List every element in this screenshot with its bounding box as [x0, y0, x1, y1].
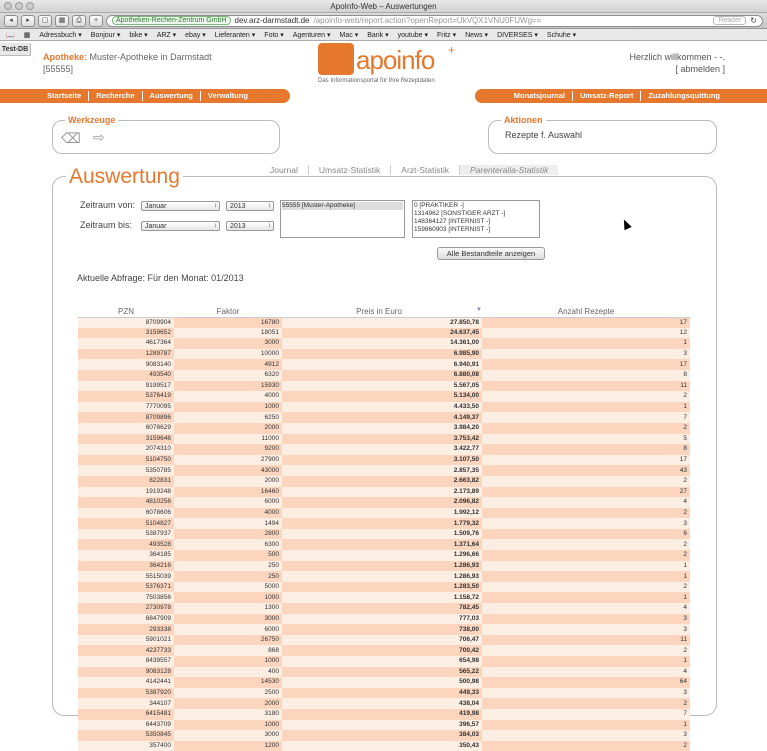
cell-pzn: 5104750 — [78, 455, 174, 466]
table-row[interactable] — [78, 338, 690, 349]
cell-faktor: 4000 — [174, 508, 282, 519]
cell-faktor: 1200 — [174, 741, 282, 751]
cell-pzn: 5104827 — [78, 518, 174, 529]
bookmark-item[interactable]: bike ▾ — [129, 31, 148, 39]
cell-pzn: 7770095 — [78, 402, 174, 413]
aktionen-title: Aktionen — [501, 115, 546, 125]
table-row[interactable] — [78, 582, 690, 593]
table-row[interactable] — [78, 614, 690, 625]
cell-pzn: 7503856 — [78, 592, 174, 603]
col-anzahl[interactable]: Anzahl Rezepte — [482, 306, 690, 317]
cell-faktor: 15930 — [174, 381, 282, 392]
cell-pzn: 493540 — [78, 370, 174, 381]
cell-anzahl: 17 — [482, 317, 690, 328]
cell-faktor: 9200 — [174, 444, 282, 455]
cell-anzahl: 2 — [482, 391, 690, 402]
cell-faktor: 3000 — [174, 730, 282, 741]
nav-verwaltung[interactable]: Verwaltung — [207, 91, 248, 100]
cell-faktor: 6300 — [174, 539, 282, 550]
zoom-window-icon[interactable] — [26, 2, 34, 10]
table-row[interactable] — [78, 720, 690, 731]
results-table — [78, 306, 690, 751]
table-row[interactable] — [78, 487, 690, 498]
cell-pzn: 5387937 — [78, 529, 174, 540]
browser-toolbar — [0, 13, 767, 29]
cell-pzn: 6443709 — [78, 720, 174, 731]
back-button[interactable]: ◂ — [4, 15, 18, 27]
cell-anzahl: 12 — [482, 328, 690, 339]
cell-anzahl: 2 — [482, 698, 690, 709]
cell-preis: 777,03 — [282, 614, 482, 625]
cell-faktor: 18051 — [174, 328, 282, 339]
cell-anzahl: 27 — [482, 487, 690, 498]
table-row[interactable] — [78, 444, 690, 455]
col-pzn[interactable]: PZN — [78, 306, 174, 317]
table-row[interactable] — [78, 603, 690, 614]
cell-preis: 565,22 — [282, 667, 482, 678]
cell-anzahl: 3 — [482, 349, 690, 360]
page-header — [0, 41, 767, 89]
bookmark-item[interactable]: ARZ ▾ — [156, 31, 177, 39]
zeitraum-bis-label: Zeitraum bis: — [80, 220, 133, 230]
bookmarks-grid-icon[interactable]: ▦ — [23, 31, 31, 39]
cell-anzahl: 11 — [482, 635, 690, 646]
cell-anzahl: 4 — [482, 667, 690, 678]
bookmark-item[interactable]: youtube ▾ — [397, 31, 429, 39]
table-row[interactable] — [78, 317, 690, 328]
bookmark-item[interactable]: Agenturen ▾ — [292, 31, 331, 39]
logo-plus: + — [448, 43, 456, 57]
cell-pzn: 4617364 — [78, 338, 174, 349]
cell-faktor: 2500 — [174, 688, 282, 699]
tab-arzt-statistik[interactable]: Arzt-Statistik — [390, 165, 459, 175]
window-titlebar — [0, 0, 767, 13]
cell-pzn: 2730978 — [78, 603, 174, 614]
address-bar[interactable] — [106, 15, 763, 27]
table-row[interactable] — [78, 656, 690, 667]
cell-preis: 706,47 — [282, 635, 482, 646]
zeitraum-von-label: Zeitraum von: — [80, 200, 136, 210]
page-title: Auswertung — [66, 165, 183, 189]
cell-faktor: 1000 — [174, 656, 282, 667]
table-row[interactable] — [78, 465, 690, 476]
table-row[interactable] — [78, 455, 690, 466]
cell-faktor: 4000 — [174, 391, 282, 402]
cell-preis: 738,00 — [282, 624, 482, 635]
cell-preis: 350,43 — [282, 741, 482, 751]
cell-pzn: 8709904 — [78, 317, 174, 328]
cell-preis: 14.361,00 — [282, 338, 482, 349]
table-row[interactable] — [78, 412, 690, 423]
arzt-listbox[interactable] — [412, 200, 540, 238]
apoinfo-logo[interactable] — [318, 43, 458, 87]
cell-pzn: 5376419 — [78, 391, 174, 402]
cell-faktor: 43000 — [174, 465, 282, 476]
print-icon[interactable]: ⎙ — [72, 15, 86, 27]
cell-preis: 24.637,45 — [282, 328, 482, 339]
table-row[interactable] — [78, 709, 690, 720]
cell-faktor: 6000 — [174, 497, 282, 508]
cell-anzahl: 3 — [482, 518, 690, 529]
cell-pzn: 6847909 — [78, 614, 174, 625]
nav-auswertung[interactable]: Auswertung — [143, 91, 201, 101]
bookmark-item[interactable]: News ▾ — [465, 31, 489, 39]
logo-text: apoinfo — [356, 45, 435, 75]
cell-pzn: 6078629 — [78, 423, 174, 434]
table-row[interactable] — [78, 635, 690, 646]
table-row[interactable] — [78, 624, 690, 635]
bookmark-item[interactable]: Adressbuch ▾ — [39, 31, 82, 39]
nav-startseite[interactable]: Startseite — [40, 91, 89, 101]
cell-faktor: 250 — [174, 561, 282, 572]
cell-pzn: 493528 — [78, 539, 174, 550]
reader-button[interactable]: Reader — [713, 16, 746, 25]
cell-anzahl: 2 — [482, 476, 690, 487]
cell-faktor: 500 — [174, 550, 282, 561]
cell-faktor: 400 — [174, 667, 282, 678]
bookmarks-book-icon[interactable]: 📖 — [6, 31, 15, 39]
cell-anzahl: 6 — [482, 529, 690, 540]
cell-preis: 782,45 — [282, 603, 482, 614]
table-row[interactable] — [78, 688, 690, 699]
cell-pzn: 4142441 — [78, 677, 174, 688]
cell-anzahl: 17 — [482, 455, 690, 466]
cell-preis: 3.422,77 — [282, 444, 482, 455]
cell-pzn: 293338 — [78, 624, 174, 635]
nav-recherche[interactable]: Recherche — [89, 91, 142, 101]
cell-faktor: 868 — [174, 645, 282, 656]
werkzeuge-panel — [52, 115, 280, 154]
cell-faktor: 2000 — [174, 476, 282, 487]
cell-anzahl: 2 — [482, 508, 690, 519]
cell-preis: 1.779,32 — [282, 518, 482, 529]
cell-anzahl: 2 — [482, 645, 690, 656]
bookmark-item[interactable]: ebay ▾ — [185, 31, 206, 39]
apotheke-listbox[interactable] — [280, 200, 405, 238]
table-row[interactable] — [78, 645, 690, 656]
logo-box-icon — [318, 43, 354, 75]
cell-anzahl: 3 — [482, 614, 690, 625]
cell-pzn: 4237733 — [78, 645, 174, 656]
bookmark-item[interactable]: Bank ▾ — [367, 31, 389, 39]
cell-faktor: 26750 — [174, 635, 282, 646]
logout-link[interactable]: [ abmelden ] — [675, 64, 725, 74]
bookmark-item[interactable]: Mac ▾ — [339, 31, 359, 39]
table-row[interactable] — [78, 529, 690, 540]
arzt-option[interactable]: 159860903 [INTERNIST -] — [414, 226, 491, 233]
cell-preis: 1.509,76 — [282, 529, 482, 540]
certificate-badge[interactable]: Apotheken-Rechen-Zentrum GmbH — [112, 16, 231, 25]
cell-preis: 27.850,78 — [282, 317, 482, 328]
cell-preis: 5.134,00 — [282, 391, 482, 402]
cell-faktor: 4912 — [174, 359, 282, 370]
cell-anzahl: 43 — [482, 465, 690, 476]
current-query: Aktuelle Abfrage: Für den Monat: 01/2013 — [77, 273, 244, 283]
cell-anzahl: 7 — [482, 709, 690, 720]
cell-preis: 1.992,12 — [282, 508, 482, 519]
cell-preis: 6.940,91 — [282, 359, 482, 370]
cell-preis: 3.753,42 — [282, 434, 482, 445]
cell-anzahl: 4 — [482, 497, 690, 508]
cell-anzahl: 1 — [482, 720, 690, 731]
cell-faktor: 10000 — [174, 349, 282, 360]
cell-anzahl: 1 — [482, 402, 690, 413]
cell-preis: 1.286,93 — [282, 571, 482, 582]
cell-pzn: 5387920 — [78, 688, 174, 699]
cell-pzn: 364216 — [78, 561, 174, 572]
cell-anzahl: 2 — [482, 741, 690, 751]
cell-pzn: 1919248 — [78, 487, 174, 498]
nav-zuzahlungsquittung[interactable]: Zuzahlungsquittung — [648, 91, 720, 100]
reload-icon[interactable]: ↻ — [750, 16, 757, 25]
bookmark-item[interactable]: Foto ▾ — [264, 31, 284, 39]
cell-pzn: 344107 — [78, 698, 174, 709]
cell-faktor: 2000 — [174, 698, 282, 709]
cell-preis: 2.857,35 — [282, 465, 482, 476]
table-row[interactable] — [78, 434, 690, 445]
cell-pzn: 3159652 — [78, 328, 174, 339]
cell-preis: 4.149,37 — [282, 412, 482, 423]
cell-faktor: 11000 — [174, 434, 282, 445]
cell-faktor: 6000 — [174, 624, 282, 635]
table-row[interactable] — [78, 518, 690, 529]
minimize-window-icon[interactable] — [15, 2, 23, 10]
cell-anzahl: 5 — [482, 434, 690, 445]
cell-pzn: 6415481 — [78, 709, 174, 720]
cell-pzn: 2074310 — [78, 444, 174, 455]
cell-anzahl: 8 — [482, 370, 690, 381]
col-faktor[interactable]: Faktor — [174, 306, 282, 317]
cell-anzahl: 1 — [482, 561, 690, 572]
bis-year-select[interactable]: 2013 ↕ — [226, 221, 274, 231]
cell-anzahl: 3 — [482, 730, 690, 741]
table-row[interactable] — [78, 741, 690, 751]
cell-pzn: 822831 — [78, 476, 174, 487]
cell-pzn: 9199517 — [78, 381, 174, 392]
cell-faktor: 2000 — [174, 423, 282, 434]
cell-preis: 6.880,08 — [282, 370, 482, 381]
table-row[interactable] — [78, 328, 690, 339]
werkzeuge-title: Werkzeuge — [65, 115, 118, 125]
table-row[interactable] — [78, 667, 690, 678]
nav-umsatz-report[interactable]: Umsatz-Report — [573, 91, 641, 101]
cell-pzn: 6078606 — [78, 508, 174, 519]
table-row[interactable] — [78, 571, 690, 582]
cell-pzn: 364185 — [78, 550, 174, 561]
bis-month-select[interactable]: Januar ↕ — [141, 221, 220, 231]
test-db-badge: Test-DB — [0, 43, 31, 56]
table-row[interactable] — [78, 359, 690, 370]
cell-preis: 6.985,90 — [282, 349, 482, 360]
bookmark-item[interactable]: Fritz ▾ — [437, 31, 457, 39]
cell-anzahl: 2 — [482, 550, 690, 561]
bookmarks-bar — [0, 29, 767, 41]
cell-preis: 2.173,89 — [282, 487, 482, 498]
cell-anzahl: 11 — [482, 381, 690, 392]
table-row[interactable] — [78, 508, 690, 519]
sidebar-icon[interactable]: ▢ — [38, 15, 52, 27]
close-window-icon[interactable] — [4, 2, 12, 10]
cell-anzahl: 1 — [482, 338, 690, 349]
col-preis[interactable]: Preis in Euro ▼ — [282, 306, 482, 317]
rezepte-auswahl-link[interactable]: Rezepte f. Auswahl — [505, 130, 583, 140]
table-row[interactable] — [78, 592, 690, 603]
cell-preis: 500,98 — [282, 677, 482, 688]
cell-pzn: 5350845 — [78, 730, 174, 741]
cell-pzn: 8439557 — [78, 656, 174, 667]
arzt-option[interactable]: 1314962 [SONSTIGER ARZT -] — [414, 210, 506, 217]
add-button[interactable]: + — [89, 15, 103, 27]
cell-anzahl: 2 — [482, 423, 690, 434]
cell-faktor: 14530 — [174, 677, 282, 688]
cell-faktor: 1000 — [174, 592, 282, 603]
cell-preis: 384,03 — [282, 730, 482, 741]
cell-pzn: 5901021 — [78, 635, 174, 646]
topsites-icon[interactable]: ▦ — [55, 15, 69, 27]
cell-preis: 1.158,72 — [282, 592, 482, 603]
table-row[interactable] — [78, 539, 690, 550]
nav-left — [0, 89, 290, 103]
window-title: ApoInfo-Web – Auswertungen — [330, 2, 437, 11]
bookmark-item[interactable]: Schuhe ▾ — [546, 31, 577, 39]
tab-journal[interactable]: Journal — [270, 165, 298, 175]
nav-right — [475, 89, 767, 103]
cell-preis: 5.567,05 — [282, 381, 482, 392]
arzt-option[interactable]: 0 [PRAKTIKER -] — [414, 202, 464, 209]
table-row[interactable] — [78, 476, 690, 487]
cell-pzn: 357400 — [78, 741, 174, 751]
main-nav — [0, 89, 767, 103]
cell-anzahl: 8 — [482, 444, 690, 455]
cell-preis: 1.371,64 — [282, 539, 482, 550]
cell-faktor: 27900 — [174, 455, 282, 466]
table-row[interactable] — [78, 550, 690, 561]
table-row[interactable] — [78, 677, 690, 688]
cell-preis: 700,42 — [282, 645, 482, 656]
cell-faktor: 16460 — [174, 487, 282, 498]
cell-anzahl: 1 — [482, 656, 690, 667]
table-row[interactable] — [78, 402, 690, 413]
bookmark-item[interactable]: Bonjour ▾ — [90, 31, 121, 39]
cell-preis: 396,57 — [282, 720, 482, 731]
nav-monatsjournal[interactable]: Monatsjournal — [507, 91, 573, 101]
logo-subtitle: Das Informationsportal für Ihre Rezeptdaten — [318, 78, 435, 84]
url-path: /apoinfo-web/report.action?openReport=UkVQX1VNU0FUWg== — [313, 16, 542, 25]
show-all-button[interactable]: Alle Bestandteile anzeigen — [437, 247, 545, 260]
cell-preis: 419,98 — [282, 709, 482, 720]
table-row[interactable] — [78, 370, 690, 381]
cell-preis: 1.296,66 — [282, 550, 482, 561]
table-row[interactable] — [78, 381, 690, 392]
cell-preis: 3.107,50 — [282, 455, 482, 466]
table-row[interactable] — [78, 730, 690, 741]
von-year-select[interactable]: 2013 ↕ — [226, 201, 274, 211]
cell-pzn: 9083140 — [78, 359, 174, 370]
cell-preis: 1.286,93 — [282, 561, 482, 572]
sort-desc-icon: ▼ — [476, 306, 482, 313]
cell-faktor: 1000 — [174, 720, 282, 731]
cell-faktor: 3180 — [174, 709, 282, 720]
share-icon[interactable]: ⇨ — [93, 129, 105, 145]
table-row[interactable] — [78, 423, 690, 434]
cell-anzahl: 2 — [482, 539, 690, 550]
welcome-text: Herzlich willkommen - -. — [629, 52, 725, 62]
report-tabs — [260, 165, 558, 175]
cell-anzahl: 2 — [482, 582, 690, 593]
cell-faktor: 3000 — [174, 338, 282, 349]
cell-preis: 2.663,82 — [282, 476, 482, 487]
window-controls[interactable] — [4, 2, 34, 10]
cell-pzn: 5515039 — [78, 571, 174, 582]
cell-anzahl: 4 — [482, 603, 690, 614]
tab-umsatz-statistik[interactable]: Umsatz-Statistik — [308, 165, 390, 175]
cell-faktor: 1000 — [174, 402, 282, 413]
cell-anzahl: 3 — [482, 688, 690, 699]
von-month-select[interactable]: Januar ↕ — [141, 201, 220, 211]
cell-pzn: 8709896 — [78, 412, 174, 423]
cell-anzahl: 7 — [482, 412, 690, 423]
bookmark-item[interactable]: Lieferanten ▾ — [214, 31, 256, 39]
cell-pzn: 5350785 — [78, 465, 174, 476]
cell-pzn: 5376371 — [78, 582, 174, 593]
apotheke-name: Muster-Apotheke in Darmstadt — [89, 52, 212, 62]
cell-pzn: 9083128 — [78, 667, 174, 678]
cell-anzahl: 17 — [482, 359, 690, 370]
cell-anzahl: 64 — [482, 677, 690, 688]
cell-preis: 438,04 — [282, 698, 482, 709]
cell-preis: 2.096,82 — [282, 497, 482, 508]
cell-pzn: 4810256 — [78, 497, 174, 508]
cell-faktor: 5000 — [174, 582, 282, 593]
forward-button[interactable]: ▸ — [21, 15, 35, 27]
cell-faktor: 250 — [174, 571, 282, 582]
apotheke-id: [55555] — [43, 64, 74, 74]
cell-preis: 1.283,50 — [282, 582, 482, 593]
cell-faktor: 6320 — [174, 370, 282, 381]
url-host: dev.arz-darmstadt.de — [234, 16, 310, 25]
cell-preis: 449,33 — [282, 688, 482, 699]
cell-faktor: 1300 — [174, 603, 282, 614]
cell-faktor: 6250 — [174, 412, 282, 423]
export-icon[interactable]: ⌫ — [61, 130, 81, 146]
cell-faktor: 3000 — [174, 614, 282, 625]
cell-faktor: 2800 — [174, 529, 282, 540]
cell-anzahl: 1 — [482, 592, 690, 603]
cell-pzn: 3159646 — [78, 434, 174, 445]
apotheke-info: Apotheke: Muster-Apotheke in Darmstadt [55555] — [43, 52, 212, 74]
cell-anzahl: 1 — [482, 571, 690, 582]
aktionen-panel — [488, 115, 717, 154]
arzt-option[interactable]: 148364127 [INTERNIST -] — [414, 218, 491, 225]
cell-faktor: 16780 — [174, 317, 282, 328]
apotheke-option[interactable]: 55555 [Muster-Apotheke] — [282, 202, 403, 210]
welcome-block — [629, 51, 725, 75]
cell-pzn: 1289787 — [78, 349, 174, 360]
cell-anzahl: 3 — [482, 624, 690, 635]
table-row[interactable] — [78, 497, 690, 508]
table-row[interactable] — [78, 561, 690, 572]
bookmark-item[interactable]: DIVERSES ▾ — [497, 31, 538, 39]
cell-faktor: 1494 — [174, 518, 282, 529]
cell-preis: 3.984,20 — [282, 423, 482, 434]
cell-preis: 654,98 — [282, 656, 482, 667]
table-row[interactable] — [78, 391, 690, 402]
table-row[interactable] — [78, 349, 690, 360]
tab-parenteralia-statistik[interactable]: Parenteralia-Statistik — [459, 165, 558, 175]
cell-preis: 4.433,50 — [282, 402, 482, 413]
